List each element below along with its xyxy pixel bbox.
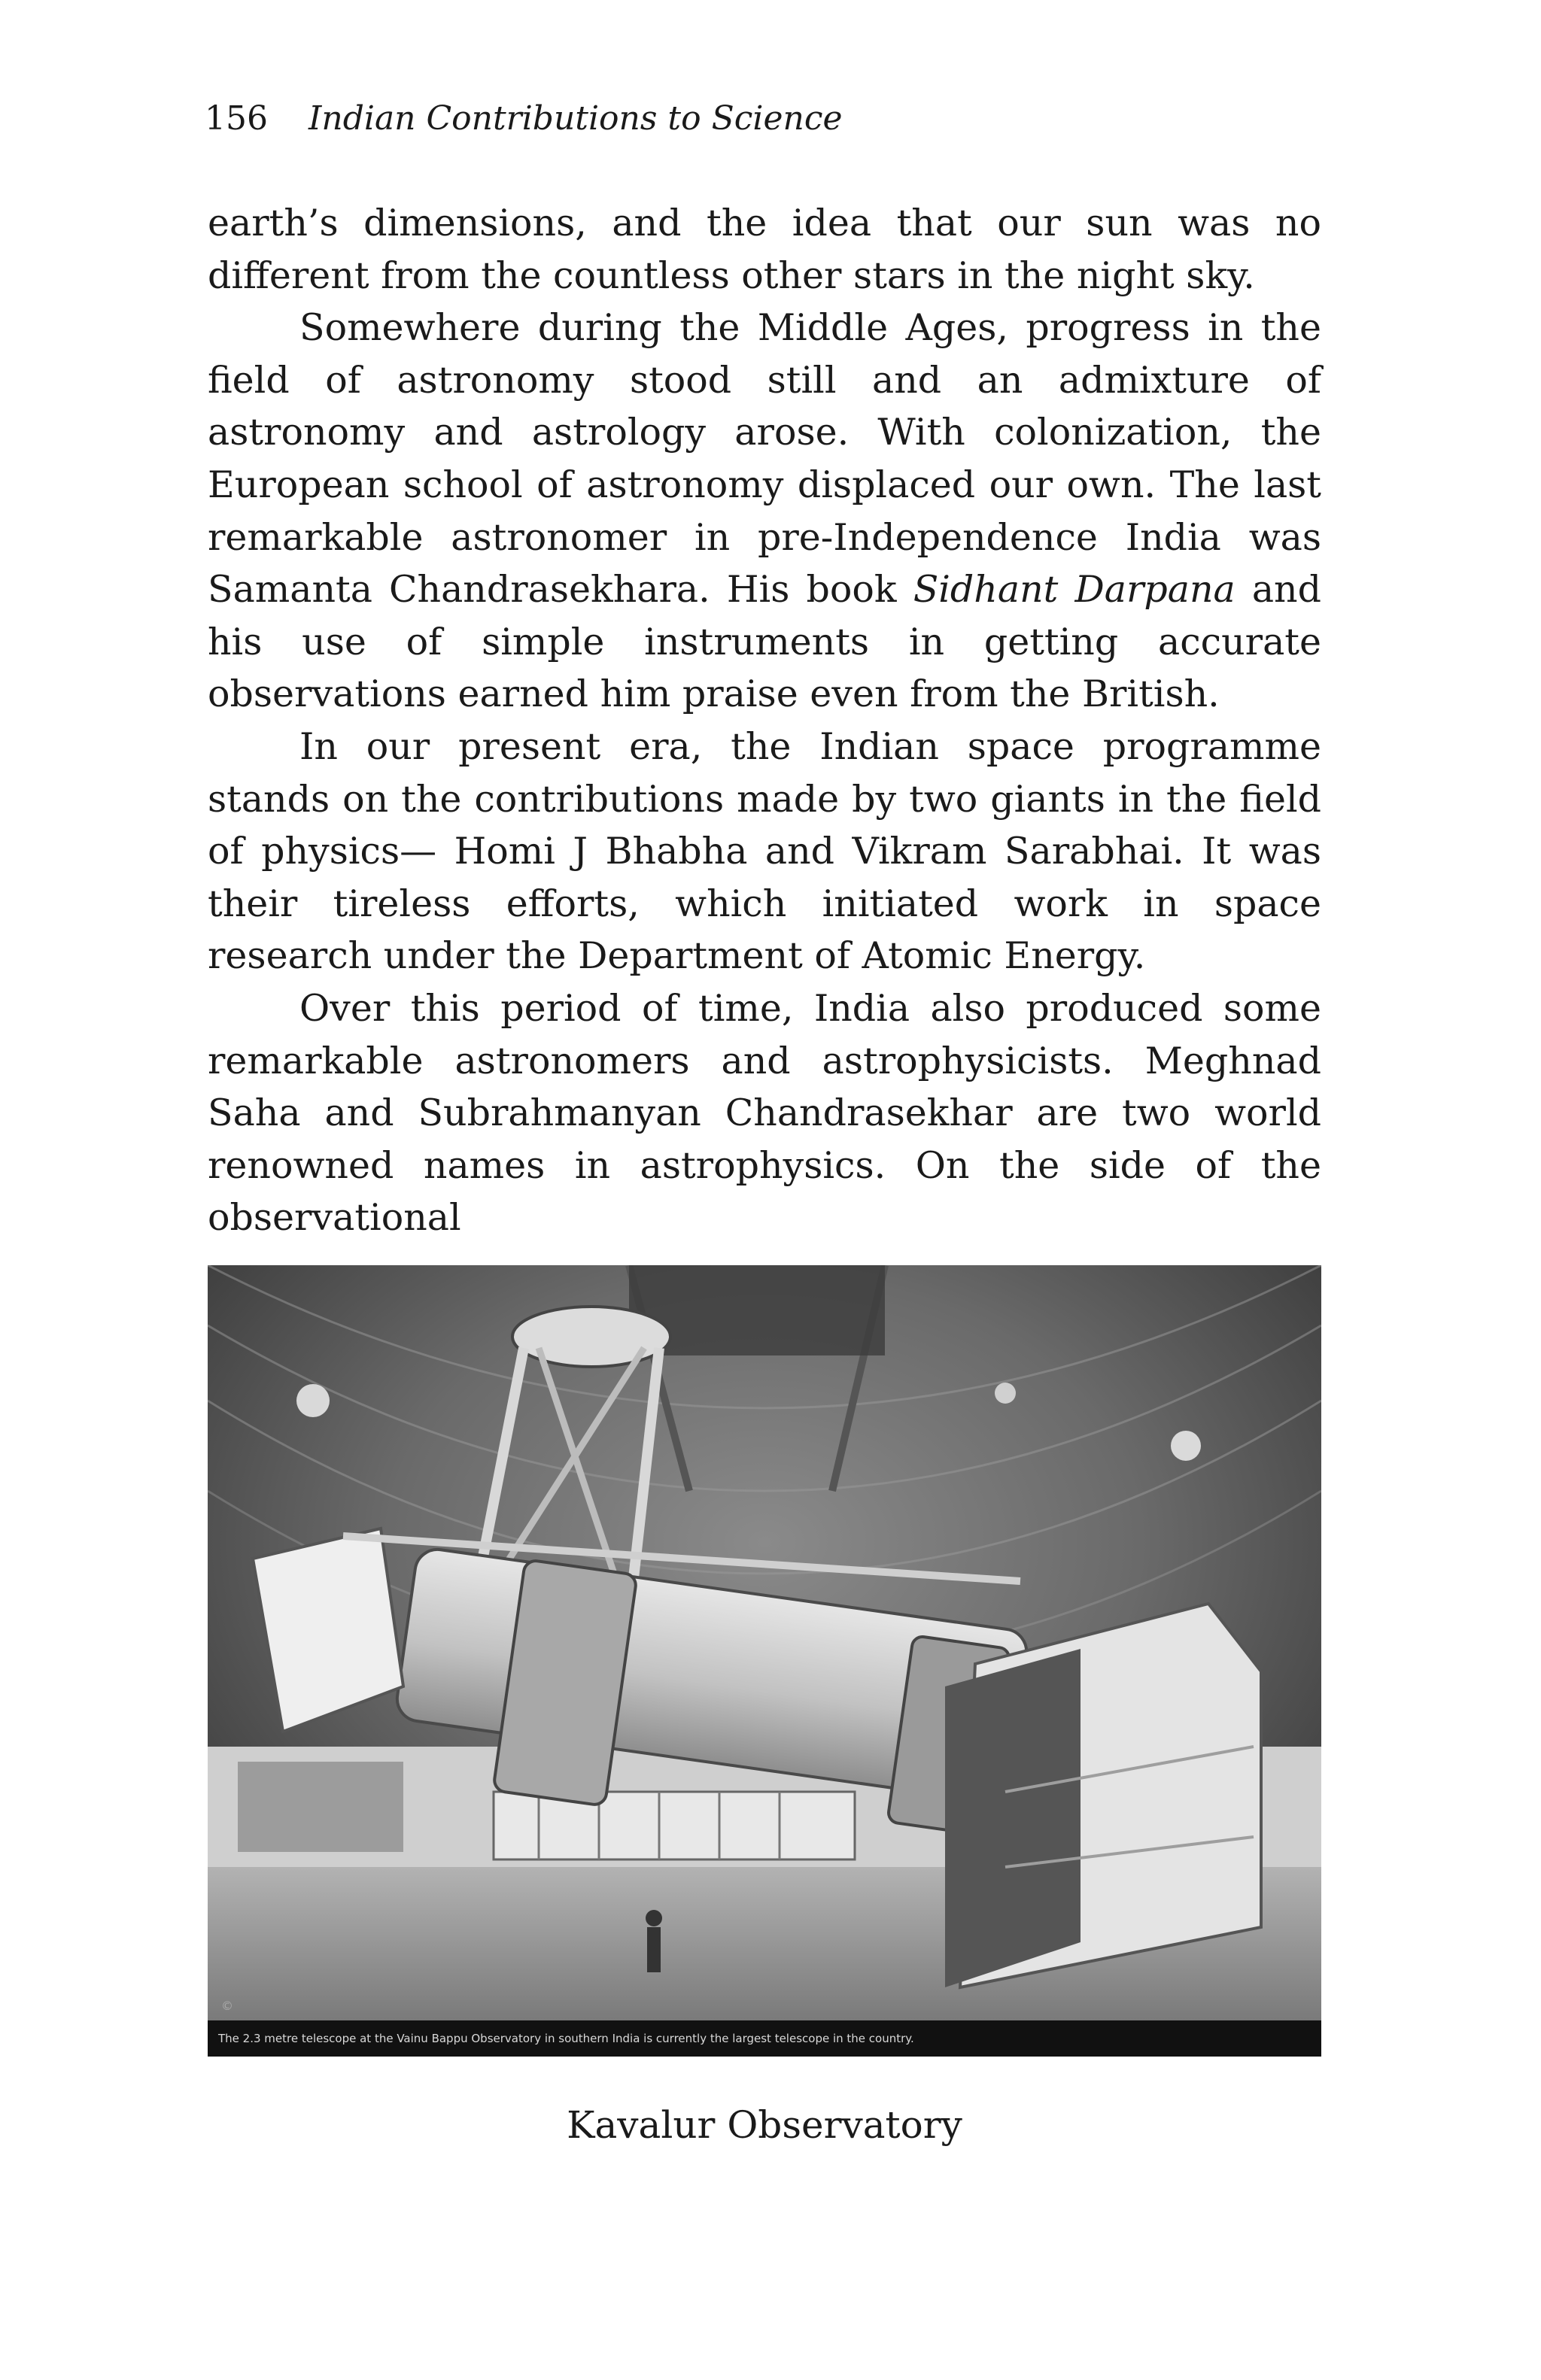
light-icon [296,1384,330,1417]
running-head [205,96,843,141]
book-title: Indian Contributions to Science [308,99,843,138]
telescope-illustration [208,1265,1321,2057]
person-figure [647,1927,661,1972]
paragraph-2-end: and his use of simple instruments in getting accurate observations earned him praise even from the British. [208,568,1321,716]
paragraph-2 [208,302,1321,721]
body-text [208,197,1321,1244]
photo-credit-strip: The 2.3 metre telescope at the Vainu Bappu Observatory in southern India is currently the largest telescope in the country. [208,2020,1321,2057]
paragraph-4: Over this period of time, India also produced some remarkable astronomers and astrophysicists. Meghnad Saha and Subrahmanyan Chandrasekhar are two world renowned names in astrophysics. On the side of the observational [208,986,1321,1240]
book-title-sidhant-darpana: Sidhant Darpana [913,568,1236,612]
telescope-top-ring [512,1307,670,1367]
control-room-windows [494,1792,855,1859]
observatory-photo [208,1265,1321,2057]
mount-shadow-face [945,1649,1081,1987]
figure-caption: Kavalur Observatory [567,2103,962,2147]
light-icon [995,1383,1016,1404]
page-number: 156 [205,99,268,138]
paragraph-3: In our present era, the Indian space programme stands on the contributions made by two giants in the field of physics— Homi J Bhabha and Vikram Sarabhai. It was their tireless efforts, which initiated work in space research under the Department of Atomic Energy. [208,724,1321,978]
light-icon [1171,1431,1201,1461]
paragraph-1: earth’s dimensions, and the idea that our sun was no different from the countless other stars in the night sky. [208,202,1321,297]
paragraph-2-start: Somewhere during the Middle Ages, progress in the field of astronomy stood still and an admixture of astronomy and astrology arose. With colonization, the European school of astronomy displaced our own. The last remarkable astronomer in pre-Independence India was Samanta Chandrasekhara. His book [208,306,1321,612]
photo-watermark: © [221,1999,233,2013]
